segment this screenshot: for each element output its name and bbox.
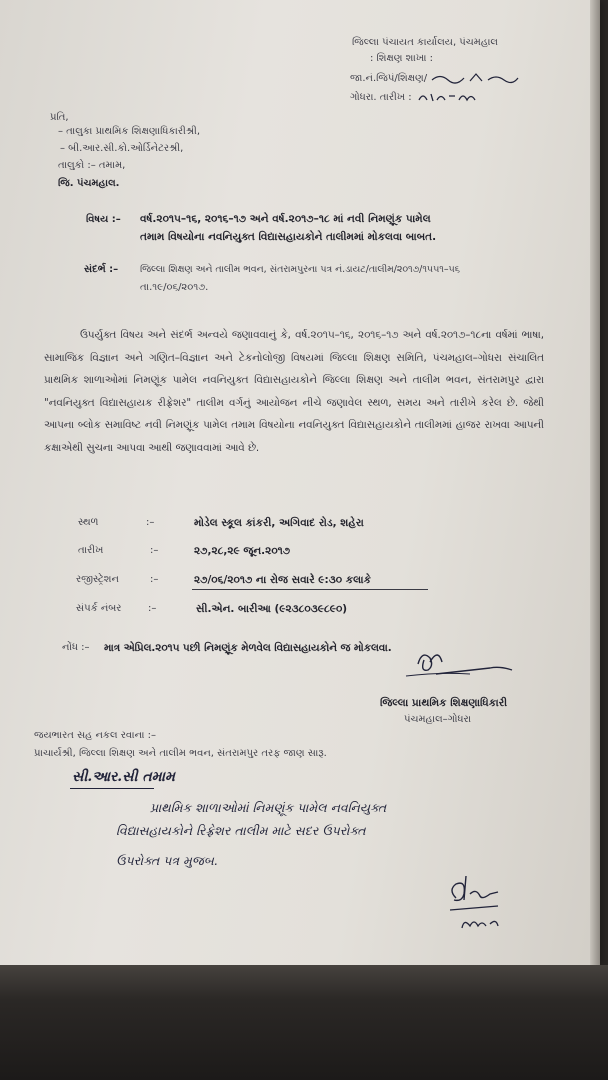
recipient-line-2: – બી.આર.સી.કો.ઓર્ડિનેટરશ્રી, [60, 143, 184, 154]
handwritten-line-2: પ્રાથમિક શાળાઓમાં નિમણૂંક પામેલ નવનિયુક્ત [150, 800, 387, 815]
handwritten-initials [440, 870, 530, 940]
detail-sep-registration: :– [150, 574, 159, 585]
date-line [350, 90, 485, 104]
paper-edge-shadow [590, 0, 600, 965]
branch-line: : શિક્ષણ શાખા : [370, 53, 434, 64]
reference-label: સંદર્ભ :– [84, 264, 119, 275]
detail-value-place: મોડેલ સ્કૂલ કાંકરી, અગિવાદ રોડ, શહેરા [194, 517, 364, 529]
detail-label-place: સ્થળ [78, 517, 99, 528]
subject-label: વિષય :– [86, 214, 121, 225]
recipient-prati: પ્રતિ, [50, 112, 69, 123]
outward-number [350, 72, 520, 85]
subject-line-1: વર્ષ.૨૦૧૫–૧૬, ૨૦૧૬–૧૭ અને વર્ષ.૨૦૧૭–૧૮ માં નવી નિમણૂંક પામેલ [140, 213, 431, 225]
detail-label-registration: રજીસ્ટ્રેશન [76, 574, 119, 585]
copy-line-1: જયભારત સહ નકલ રવાના :– [34, 730, 157, 741]
detail-sep-contact: :– [148, 603, 157, 614]
recipient-line-3: તાલુકો :– તમામ, [58, 160, 126, 171]
detail-value-contact: સી.એન. બારીઆ (૯૨૩૮૦૩૯૮૯૦) [196, 603, 348, 615]
detail-sep-place: :– [146, 517, 155, 528]
officer-signature [400, 640, 520, 685]
detail-value-registration: ૨૭/૦૬/૨૦૧૭ ના રોજ સવારે ૯:૩૦ કલાકે [194, 574, 372, 586]
recipient-line-1: – તાલુકા પ્રાથમિક શિક્ષણાધિકારીશ્રી, [58, 126, 201, 137]
handwritten-line-1: સી.આર.સી તમામ [72, 769, 175, 785]
handwritten-line-3: વિદ્યાસહાયકોને રિફ્રેશર તાલીમ માટે સદર ઉપરોક્ત [116, 823, 366, 838]
detail-label-contact: સંપર્ક નંબર [76, 603, 122, 614]
office-line: જિલ્લા પંચાયત કાર્યાલય, પંચમહાલ [352, 37, 498, 48]
note-label: નોંધ :– [62, 642, 90, 653]
copy-line-2: પ્રાચાર્યશ્રી, જિલ્લા શિક્ષણ અને તાલીમ ભવન, સંતરામપુર તરફ જાણ સારૂ. [34, 748, 327, 759]
detail-sep-date: :– [150, 545, 159, 556]
recipient-line-4: જિ. પંચમહાલ. [58, 178, 120, 189]
registration-underline [192, 589, 428, 590]
handwritten-underline [70, 788, 154, 789]
detail-label-date: તારીખ [78, 545, 104, 556]
outward-number-handwritten [430, 72, 520, 84]
background-floor [0, 965, 608, 1080]
detail-value-date: ૨૭,૨૮,૨૯ જૂન.૨૦૧૭ [194, 545, 291, 557]
note-text: માત્ર એપ્રિલ.૨૦૧૫ પછી નિમણૂંક મેળવેલ વિદ્યાસહાયકોને જ મોકલવા. [104, 642, 392, 654]
date-handwritten [415, 90, 485, 104]
signatory-place: પંચમહાલ–ગોધરા [404, 714, 472, 725]
body-paragraph: ઉપર્યુક્ત વિષય અને સંદર્ભ અન્વયે જણાવવાનું કે, વર્ષ.૨૦૧૫–૧૬, ૨૦૧૬–૧૭ અને વર્ષ.૨૦૧૭–૧૮ના વર્ષમાં ભાષા, સામાજિક વિજ્ઞાન અને ગણિત–વિજ્ઞાન અને ટેકનોલોજી વિષયમાં જિલ્લા શિક્ષણ સમિતિ, પંચમહાલ–ગોધરા સંચાલિત પ્રાથમિક શાળાઓમાં નિમણૂંક પામેલ નવનિયુક્ત વિદ્યાસહાયકોને જિલ્લા શિક્ષણ અને તાલીમ ભવન, સંતરામપુર દ્વારા "નવનિયુક્ત વિદ્યાસહાયક રીફ્રેશર" તાલીમ વર્ગનું આયોજન નીચે જણાવેલ સ્થળ, સમય અને તારીખે કરેલ છે. જેથી આપના બ્લોક સમાવિષ્ટ નવી નિમણૂંક પામેલ તમામ વિષયોના નવનિયુક્ત વિદ્યાસહાયકોને તાલીમમાં હાજર રાખવા આપની કક્ષાએથી સુચના આપવા આથી જણાવવામાં આવે છે. [44, 329, 544, 454]
subject-line-2: તમામ વિષયોના નવનિયુક્ત વિદ્યાસહાયકોને તાલીમમાં મોકલવા બાબત. [140, 231, 437, 243]
outward-number-label: જા.નં.જિપં/શિક્ષણ/ [350, 73, 428, 84]
handwritten-line-4: ઉપરોક્ત પત્ર મુજબ. [116, 853, 218, 868]
reference-line-1: જિલ્લા શિક્ષણ અને તાલીમ ભવન, સંતરામપુરના પત્ર નં.ડાયટ/તાલીમ/૨૦૧૭/૧૫૫૧–૫૬ [140, 264, 460, 275]
signatory-title: જિલ્લા પ્રાથમિક શિક્ષણાધિકારી [380, 697, 508, 709]
reference-line-2: તા.૧૯/૦૬/૨૦૧૭. [140, 282, 209, 293]
date-label: ગોધરા. તારીખ : [350, 92, 412, 103]
